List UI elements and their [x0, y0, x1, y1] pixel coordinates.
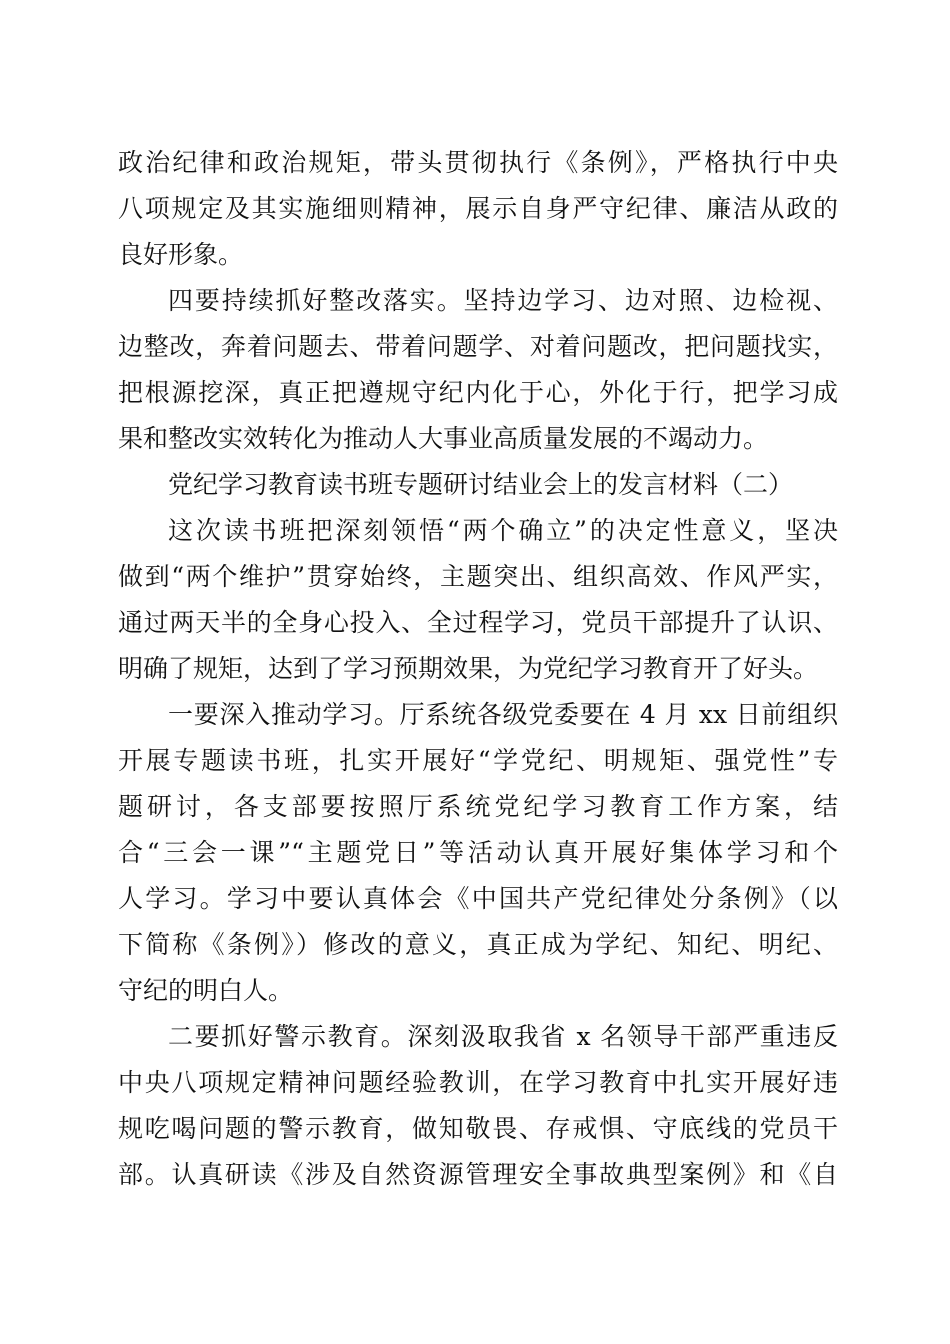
text-line: 下简称《条例》）修改的意义，真正成为学纪、知纪、明纪、 — [118, 930, 838, 959]
text-line: 通过两天半的全身心投入、全过程学习，党员干部提升了认识、 — [118, 608, 838, 637]
text-line: 明确了规矩，达到了学习预期效果，为党纪学习教育开了好头。 — [118, 654, 819, 683]
text-line: 良好形象。 — [118, 240, 244, 269]
text-line: 人学习。学习中要认真体会《中国共产党纪律处分条例》（以 — [118, 884, 838, 913]
paragraph-start-line: 这次读书班把深刻领悟“两个确立”的决定性意义，坚决 — [168, 516, 838, 545]
document-body — [118, 140, 838, 1198]
text-line: 边整改，奔着问题去、带着问题学、对着问题改，把问题找实， — [118, 332, 838, 361]
text-line: 把根源挖深，真正把遵规守纪内化于心，外化于行，把学习成 — [118, 378, 838, 407]
text-line: 开展专题读书班，扎实开展好“学党纪、明规矩、强党性”专 — [118, 746, 838, 775]
paragraph-start-line: 二要抓好警示教育。深刻汲取我省 x 名领导干部严重违反 — [168, 1022, 838, 1051]
text-line: 规吃喝问题的警示教育，做知敬畏、存戒惧、守底线的党员干 — [118, 1114, 838, 1143]
text-line: 中央八项规定精神问题经验教训，在学习教育中扎实开展好违 — [118, 1068, 838, 1097]
text-line: 八项规定及其实施细则精神，展示自身严守纪律、廉洁从政的 — [118, 194, 838, 223]
text-line: 合“三会一课”“主题党日”等活动认真开展好集体学习和个 — [118, 838, 838, 867]
text-line: 守纪的明白人。 — [118, 976, 294, 1005]
text-line: 部。认真研读《涉及自然资源管理安全事故典型案例》和《自 — [118, 1160, 838, 1189]
paragraph-start-line: 一要深入推动学习。厅系统各级党委要在 4 月 xx 日前组织 — [168, 700, 838, 729]
text-line: 做到“两个维护”贯穿始终，主题突出、组织高效、作风严实， — [118, 562, 838, 591]
text-line: 题研讨，各支部要按照厅系统党纪学习教育工作方案，结 — [118, 792, 838, 821]
paragraph-start-line: 四要持续抓好整改落实。坚持边学习、边对照、边检视、 — [168, 286, 838, 315]
text-line: 果和整改实效转化为推动人大事业高质量发展的不竭动力。 — [118, 424, 769, 453]
text-line: 政治纪律和政治规矩，带头贯彻执行《条例》，严格执行中央 — [118, 148, 838, 177]
section-title: 党纪学习教育读书班专题研讨结业会上的发言材料（二） — [168, 470, 794, 499]
